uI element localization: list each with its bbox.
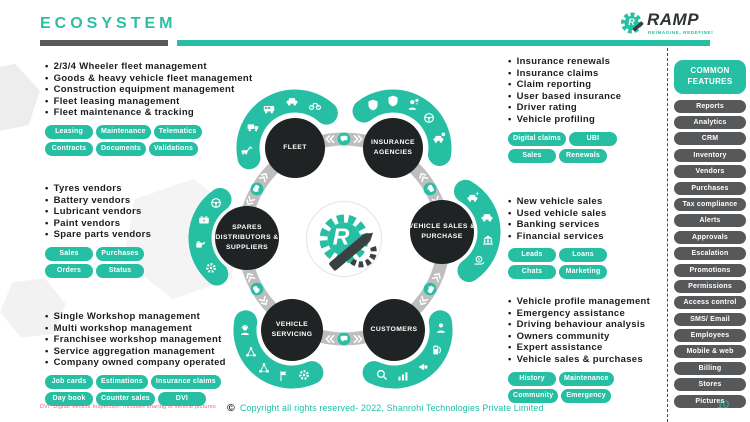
node-label-servicing: VEHICLE SERVICING — [271, 321, 313, 338]
common-feature-pill: Reports — [674, 100, 746, 113]
tag-pill: Digital claims — [508, 132, 566, 146]
tag-pill: Sales — [508, 149, 556, 163]
bullet-item: • Lubricant vendors — [45, 206, 175, 218]
bullet-item: • Vehicle profiling — [508, 114, 638, 126]
tag-pill: Validations — [149, 142, 198, 156]
common-feature-pill: Vendors — [674, 165, 746, 178]
common-feature-pill: Promotions — [674, 264, 746, 277]
bullet-item: • Driving behaviour analysis — [508, 319, 650, 331]
tag-pill: Marketing — [559, 265, 607, 279]
common-feature-pill: Purchases — [674, 182, 746, 195]
copyright-icon: © — [227, 402, 235, 414]
logo-tagline: REIMAGINE, REDEFINE! — [648, 30, 714, 35]
tag-pill: History — [508, 372, 556, 386]
bullet-item: • Claim reporting — [508, 79, 638, 91]
tag-pill: Renewals — [559, 149, 607, 163]
bullet-item: • Vehicle profile management — [508, 296, 650, 308]
bullet-item: • Financial services — [508, 231, 638, 243]
common-feature-pill: Pictures — [674, 395, 746, 408]
dvi-footnote: DVI: Digital Vehicle Inspection. Includes sharing of vehicle pictures — [40, 404, 216, 410]
common-feature-pill: CRM — [674, 132, 746, 145]
bullet-item: • Insurance renewals — [508, 56, 638, 68]
tag-pill: Telematics — [154, 125, 202, 139]
bullet-item: • Paint vendors — [45, 218, 175, 230]
bullet-item: • New vehicle sales — [508, 196, 638, 208]
tag-pill: Counter sales — [96, 392, 155, 406]
common-feature-pill: Mobile & web — [674, 345, 746, 358]
tag-pill: Maintenance — [96, 125, 151, 139]
tag-pill: Maintenance — [559, 372, 614, 386]
bullet-item: • Banking services — [508, 219, 638, 231]
bullet-item: • Franchisee workshop management — [45, 334, 241, 346]
bullet-item: • Driver rating — [508, 102, 638, 114]
tag-pill: Community — [508, 389, 558, 403]
bullet-item: • Service aggregation management — [45, 346, 241, 358]
center-logo-letter: R — [332, 223, 350, 250]
bullet-item: • Owners community — [508, 331, 650, 343]
node-label-fleet: FLEET — [283, 144, 307, 152]
bullet-item: • Fleet leasing management — [45, 96, 252, 108]
tag-pill: Documents — [96, 142, 146, 156]
common-feature-pill: SMS/ Email — [674, 313, 746, 326]
common-feature-pill: Stores — [674, 378, 746, 391]
common-features-title: COMMON FEATURES — [674, 60, 746, 94]
bullet-item: • User based insurance — [508, 91, 638, 103]
common-features-panel — [674, 60, 746, 411]
copyright-line — [227, 402, 544, 414]
tag-pill: Sales — [45, 247, 93, 261]
bullet-item: • Company owned company operated — [45, 357, 241, 369]
tag-pill: Day book — [45, 392, 93, 406]
logo-name: RAMP — [647, 10, 700, 29]
bullet-item: • Multi workshop management — [45, 323, 241, 335]
tag-pill: Purchases — [96, 247, 144, 261]
bullet-item: • Battery vendors — [45, 195, 175, 207]
tag-pill: Emergency — [561, 389, 611, 403]
tag-pill: Loans — [559, 248, 607, 262]
tag-pill: Status — [96, 264, 144, 278]
node-label-insurance: INSURANCE AGENCIES — [370, 139, 415, 156]
tag-pill: UBI — [569, 132, 617, 146]
copyright-text: Copyright all rights reserved- 2022, Shanrohi Technologies Private Limited — [239, 403, 544, 413]
node-label-customers: CUSTOMERS — [370, 326, 418, 334]
page-number: 10 — [716, 399, 730, 411]
bullet-item: • 2/3/4 Wheeler fleet management — [45, 61, 252, 73]
bullet-item: • Insurance claims — [508, 68, 638, 80]
tag-pill: Contracts — [45, 142, 93, 156]
bullet-item: • Emergency assistance — [508, 308, 650, 320]
node-label-spares: SPARES DISTRIBUTORS & SUPPLIERS — [215, 224, 279, 251]
bullet-item: • Goods & heavy vehicle fleet management — [45, 73, 252, 85]
tag-pill: Leads — [508, 248, 556, 262]
common-feature-pill: Escalation — [674, 247, 746, 260]
tag-pill: Estimations — [96, 375, 148, 389]
common-feature-pill: Tax compliance — [674, 198, 746, 211]
common-feature-pill: Employees — [674, 329, 746, 342]
bullet-item: • Fleet maintenance & tracking — [45, 107, 252, 119]
tag-pill: DVI — [158, 392, 206, 406]
node-label-sales: VEHICLE SALES & PURCHASE — [408, 223, 476, 240]
bullet-item: • Used vehicle sales — [508, 208, 638, 220]
bullet-item: • Construction equipment management — [45, 84, 252, 96]
bullet-item: • Tyres vendors — [45, 183, 175, 195]
tag-pill: Job cards — [45, 375, 93, 389]
common-feature-pill: Analytics — [674, 116, 746, 129]
tag-pill: Leasing — [45, 125, 93, 139]
common-feature-pill: Access control — [674, 296, 746, 309]
common-feature-pill: Alerts — [674, 214, 746, 227]
common-feature-pill: Billing — [674, 362, 746, 375]
common-feature-pill: Permissions — [674, 280, 746, 293]
logo-letter: R — [628, 17, 635, 27]
bullet-item: • Vehicle sales & purchases — [508, 354, 650, 366]
common-feature-pill: Inventory — [674, 149, 746, 162]
tag-pill: Orders — [45, 264, 93, 278]
bullet-item: • Spare parts vendors — [45, 229, 175, 241]
page-title: ECOSYSTEM — [40, 15, 177, 32]
common-feature-pill: Approvals — [674, 231, 746, 244]
common-features-list — [674, 100, 746, 408]
tag-pill: Chats — [508, 265, 556, 279]
bullet-item: • Single Workshop management — [45, 311, 241, 323]
bullet-item: • Expert assistance — [508, 342, 650, 354]
separator-dashed-line — [667, 48, 668, 422]
tag-pill: Insurance claims — [151, 375, 221, 389]
